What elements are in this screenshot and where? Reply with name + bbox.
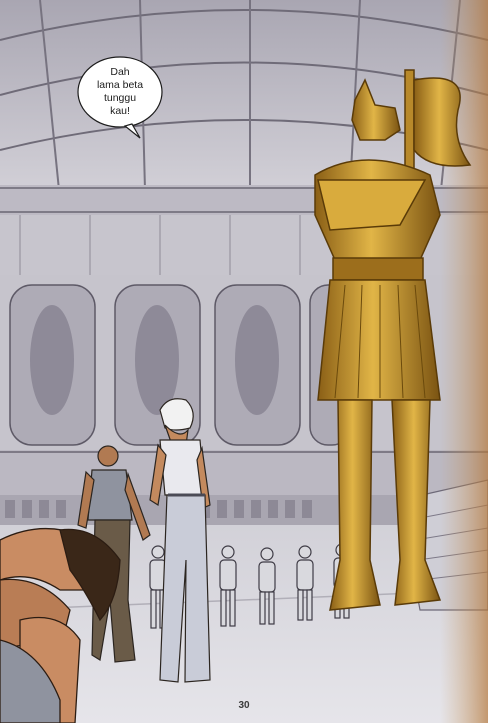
speech-line: kau!	[110, 105, 130, 117]
speech-line: tunggu	[103, 92, 137, 104]
speech-line: Dah	[110, 66, 130, 78]
page-number: 30	[238, 700, 250, 711]
speech-bubble-text	[88, 66, 152, 118]
speech-line: lama beta	[96, 79, 144, 91]
